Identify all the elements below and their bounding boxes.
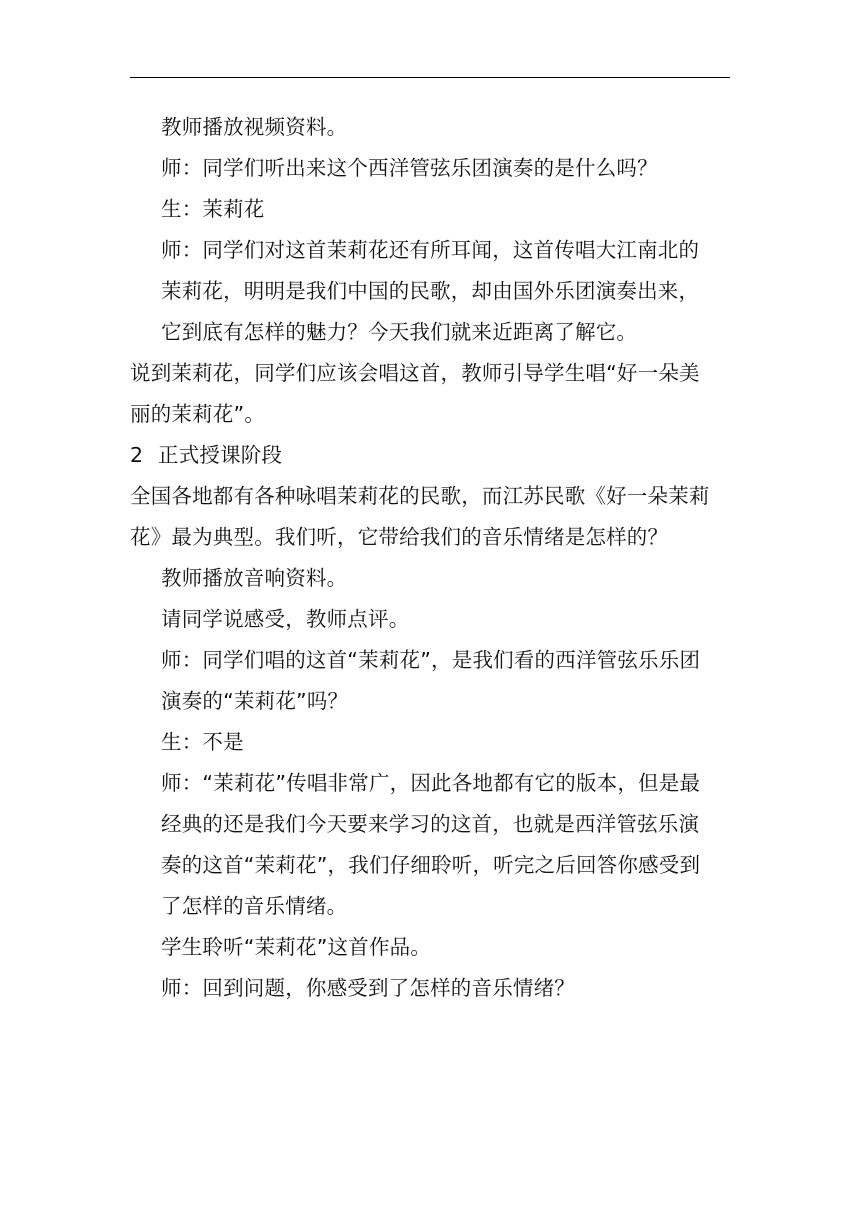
section-number: 2 [130, 443, 144, 467]
paragraph-line: 生：不是 [161, 730, 244, 754]
paragraph-line: 学生聆听“茉莉花”这首作品。 [161, 935, 432, 959]
paragraph-line: 教师播放视频资料。 [161, 115, 348, 139]
paragraph-line: 花》最为典型。我们听，它带给我们的音乐情绪是怎样的？ [130, 525, 669, 549]
paragraph-line: 师：“茉莉花”传唱非常广，因此各地都有它的版本，但是最 [161, 771, 701, 795]
paragraph-line: 茉莉花，明明是我们中国的民歌，却由国外乐团演奏出来， [161, 279, 700, 303]
paragraph-line: 生：茉莉花 [161, 197, 265, 221]
section-title: 正式授课阶段 [158, 443, 283, 467]
paragraph-line: 全国各地都有各种咏唱茉莉花的民歌，而江苏民歌《好一朵茉莉 [130, 484, 710, 508]
paragraph-line: 奏的这首“茉莉花”，我们仔细聆听，听完之后回答你感受到 [161, 853, 701, 877]
paragraph-line: 师：回到问题，你感受到了怎样的音乐情绪？ [161, 976, 575, 1000]
paragraph-line: 演奏的“茉莉花”吗？ [161, 689, 349, 713]
paragraph-line: 了怎样的音乐情绪。 [161, 894, 348, 918]
header-rule [130, 77, 730, 78]
paragraph-line: 师：同学们唱的这首“茉莉花”，是我们看的西洋管弦乐乐团 [161, 648, 701, 672]
document-body [130, 107, 732, 1009]
paragraph-line: 教师播放音响资料。 [161, 566, 348, 590]
section-heading [130, 435, 732, 476]
paragraph-line: 请同学说感受，教师点评。 [161, 607, 410, 631]
paragraph-line: 师：同学们对这首茉莉花还有所耳闻，这首传唱大江南北的 [161, 238, 700, 262]
paragraph-line: 经典的还是我们今天要来学习的这首，也就是西洋管弦乐演 [161, 812, 700, 836]
paragraph-line: 丽的茉莉花”。 [130, 402, 266, 426]
paragraph-line: 它到底有怎样的魅力？今天我们就来近距离了解它。 [161, 320, 638, 344]
paragraph-line: 说到茉莉花，同学们应该会唱这首，教师引导学生唱“好一朵美 [130, 361, 700, 385]
paragraph-line: 师：同学们听出来这个西洋管弦乐团演奏的是什么吗？ [161, 156, 658, 180]
